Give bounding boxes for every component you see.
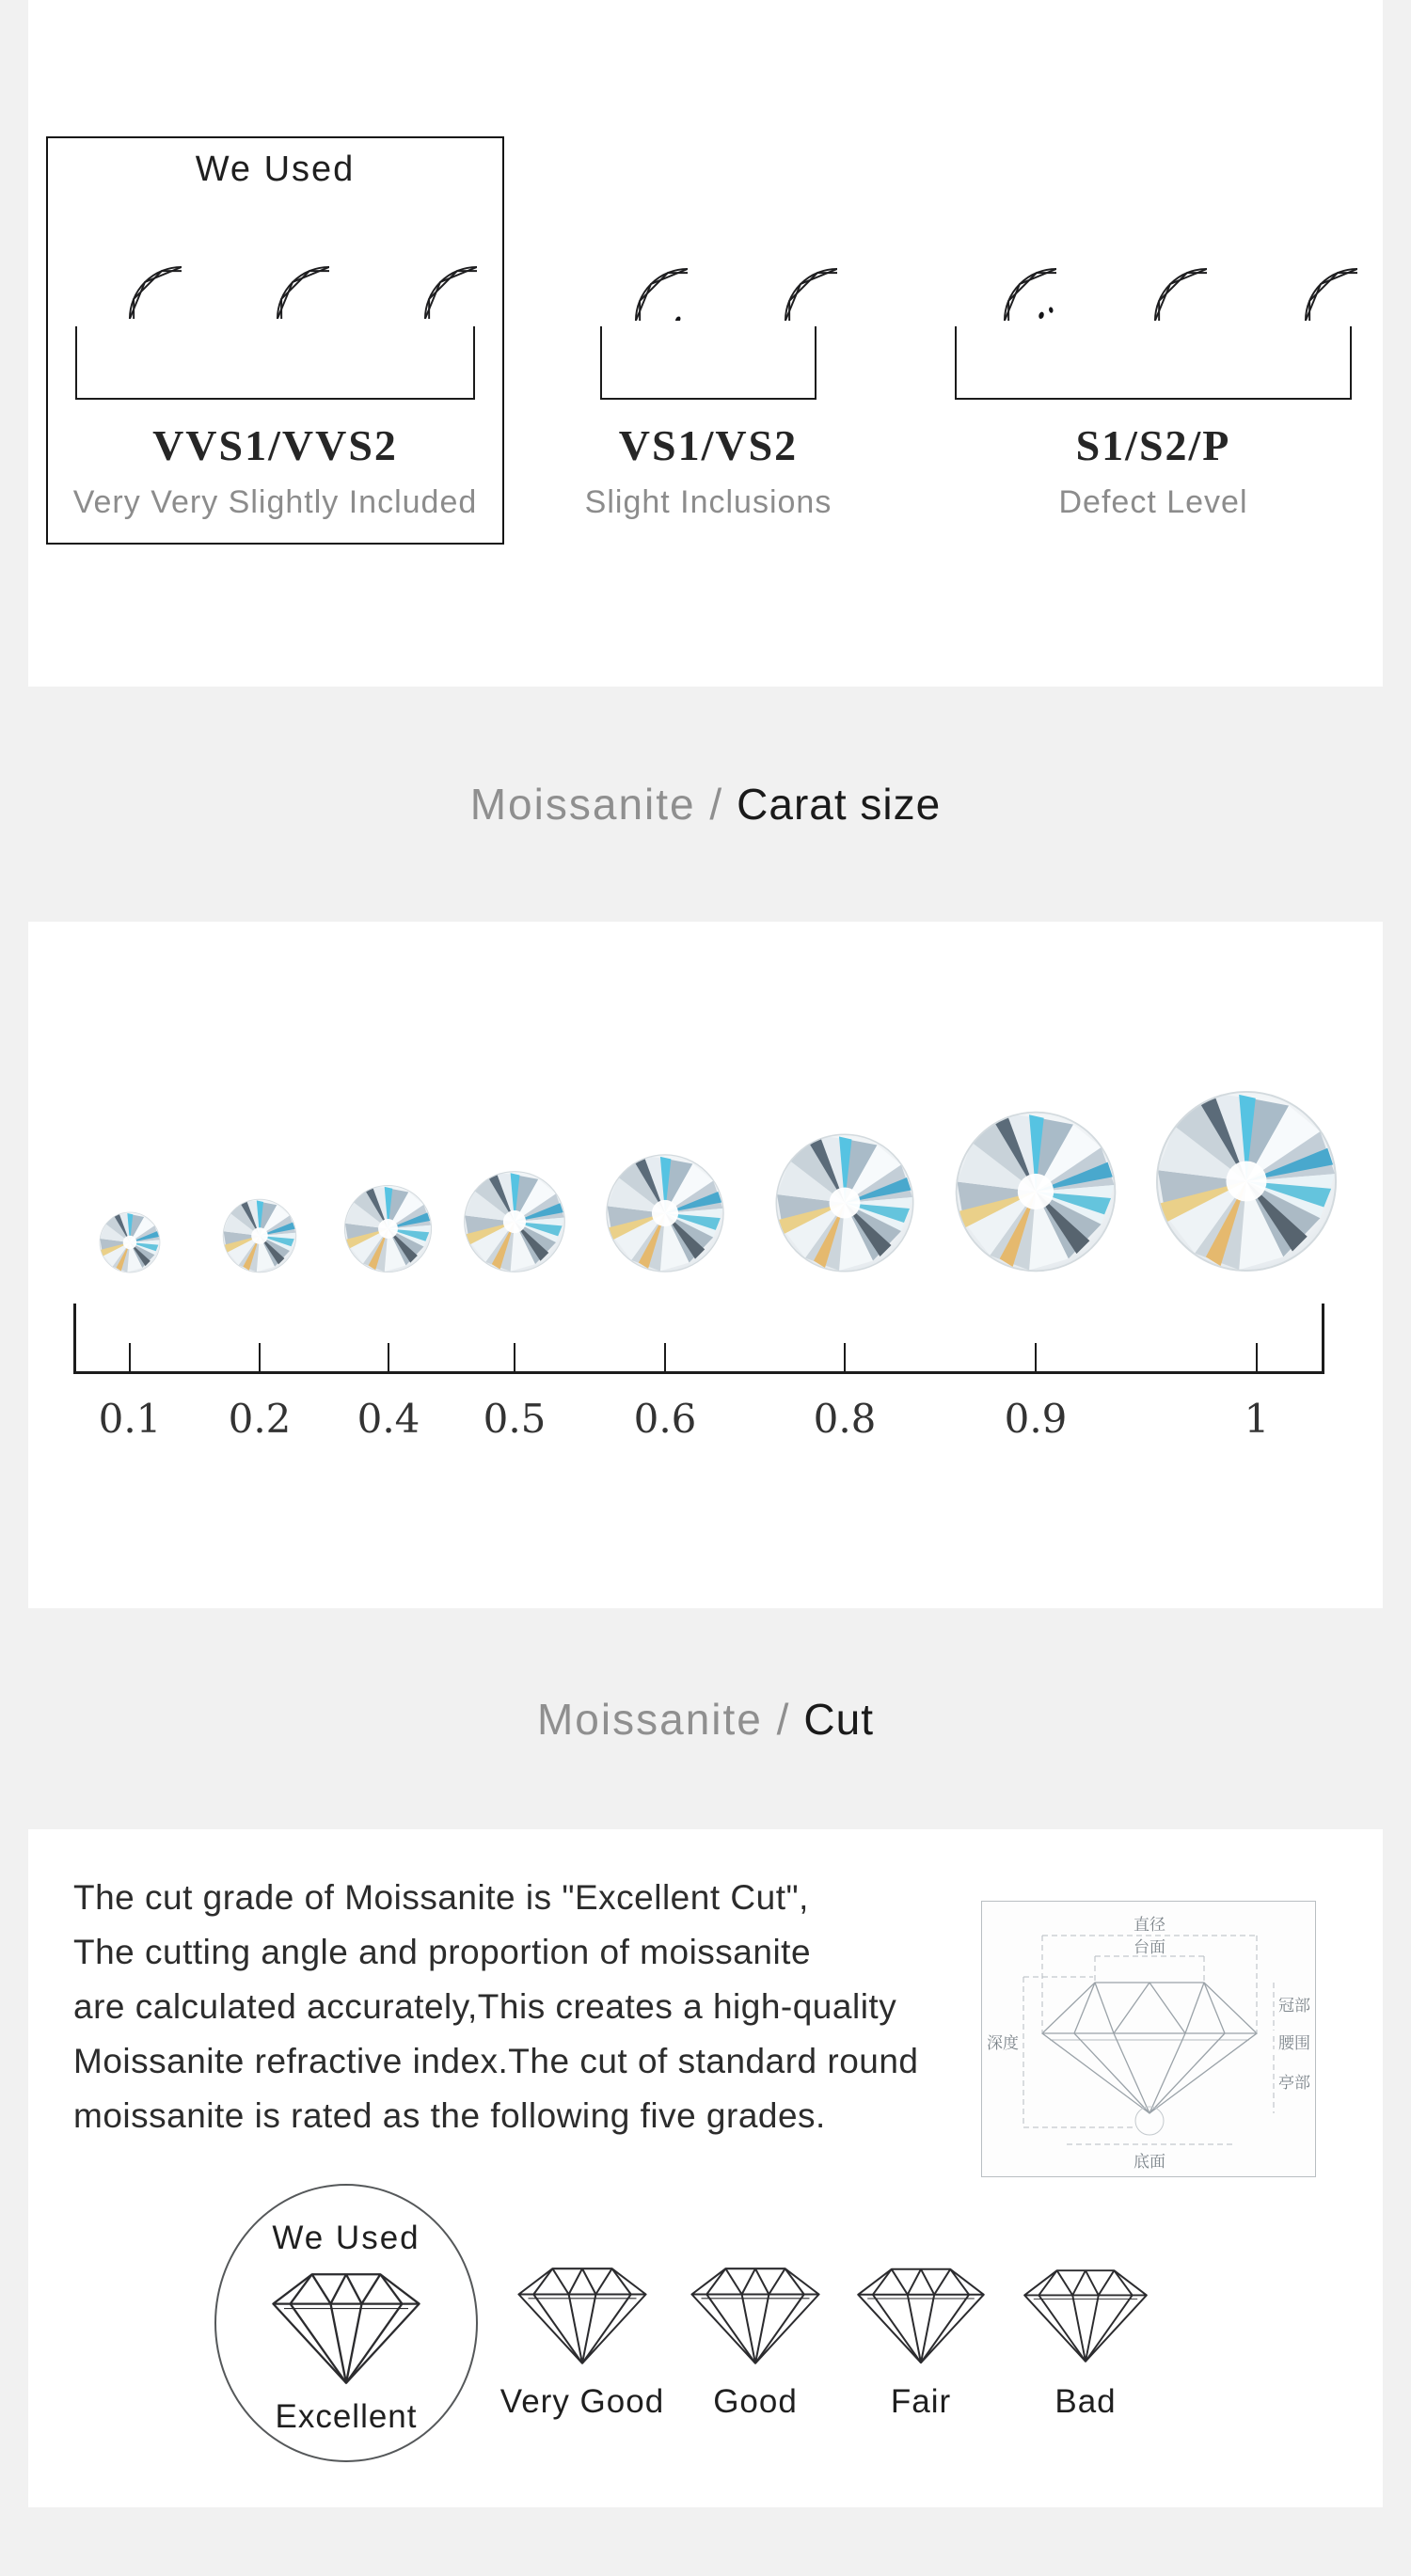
ruler-tick [259,1343,261,1374]
diagram-label-pavilion: 亭部 [1278,2074,1310,2093]
diamond-side-icon [265,2267,427,2391]
clarity-description: Slight Inclusions [584,484,832,520]
diamond-top-vs-icon [580,213,688,321]
section-title-cut: Cut [803,1694,875,1744]
diamond-top-icon [370,212,477,319]
we-used-label: We Used [195,150,356,189]
diamond-top-vs-icon [730,213,837,321]
gem-image-0.4 [343,1184,433,1273]
diamond-top-s-icon [949,213,1056,321]
carat-value: 0.1 [98,1396,162,1442]
section-title-prefix: Moissanite / [469,780,724,829]
cut-paragraph [73,1871,919,2143]
cut-section [28,1829,1383,2507]
diagram-label-girdle: 腰围 [1278,2034,1310,2053]
carat-value: 0.4 [357,1396,420,1442]
diagram-label-diameter: 直径 [1134,1916,1165,1935]
gem-image-0.2 [222,1198,297,1273]
diamond-side-icon [512,2262,653,2370]
ruler-tick [1256,1343,1258,1374]
cut-grade-item-bad [987,2262,1184,2421]
clarity-grade: VVS1/VVS2 [152,421,398,469]
carat-value: 0.9 [1004,1396,1068,1442]
cut-grade-label: Fair [890,2383,952,2420]
ruler-tick [129,1343,131,1374]
ruler-end-tick-left [73,1304,76,1374]
diamond-side-icon [687,2262,824,2370]
carat-value: 0.8 [813,1396,877,1442]
clarity-group-vvs-box [46,136,504,545]
diamond-top-icon [222,212,329,319]
clarity-grade: VS1/VS2 [618,421,799,469]
diamond-top-s-icon [1100,213,1207,321]
carat-value: 0.5 [483,1396,547,1442]
gem-image-1.0 [1154,1089,1339,1273]
gem-image-0.8 [774,1132,915,1273]
carat-title-band [0,687,1411,922]
paragraph-line: Moissanite refractive index.The cut of standard round [73,2042,919,2080]
diagram-label-crown: 冠部 [1278,1997,1310,2015]
we-used-label: We Used [272,2220,420,2256]
group-bracket [75,326,475,400]
carat-value: 1 [1244,1396,1270,1442]
ruler-tick [1035,1343,1037,1374]
carat-value: 0.6 [633,1396,697,1442]
cut-title-band [0,1608,1411,1829]
cut-proportion-diagram [982,1902,1315,2176]
section-title-carat: Carat size [737,780,942,829]
paragraph-line: are calculated accurately,This creates a high-quality [73,1987,897,2026]
diagram-label-depth: 深度 [987,2034,1019,2053]
paragraph-line: moissanite is rated as the following five grades. [73,2096,826,2135]
diamond-top-s-icon [1250,213,1357,321]
ruler-tick [844,1343,846,1374]
paragraph-line: The cut grade of Moissanite is "Excellent Cut", [73,1878,809,1917]
excellent-cut-badge [214,2184,478,2462]
ruler-end-tick-right [1322,1304,1324,1374]
section-title-prefix: Moissanite / [536,1694,791,1744]
diamond-side-icon [1021,2262,1150,2370]
gem-image-0.5 [463,1170,566,1273]
clarity-group-vs [551,213,865,552]
diagram-label-culet: 底面 [1134,2153,1165,2172]
clarity-group-s [946,213,1360,552]
ruler-tick [664,1343,666,1374]
gem-image-0.6 [605,1153,725,1273]
paragraph-line: The cutting angle and proportion of moissanite [73,1933,812,1971]
diamond-top-icon [74,212,182,319]
clarity-grade: S1/S2/P [1075,421,1231,469]
cut-grade-item-very-good [484,2262,681,2421]
clarity-section [28,0,1383,687]
cut-grade-label: Bad [1054,2383,1117,2420]
cut-grade-label: Good [713,2383,798,2420]
cut-grade-label: Very Good [499,2383,665,2420]
cut-diagram-box [981,1901,1316,2177]
footer-band [0,2507,1411,2576]
clarity-stones-vvs [48,212,502,319]
clarity-stones-vs [551,213,865,321]
clarity-description: Very Very Slightly Included [72,484,478,520]
gem-image-0.9 [954,1110,1118,1273]
clarity-description: Defect Level [1058,484,1248,520]
diagram-label-table: 台面 [1134,1938,1165,1957]
ruler-tick [514,1343,515,1374]
group-bracket [600,326,816,400]
ruler-tick [388,1343,389,1374]
diamond-side-icon [854,2262,988,2370]
cut-grade-label-excellent: Excellent [275,2398,418,2435]
group-bracket [955,326,1352,400]
ruler-baseline [73,1371,1324,1374]
gem-image-0.1 [99,1211,161,1273]
carat-section [28,922,1383,1608]
clarity-stones-s [946,213,1360,321]
carat-value: 0.2 [228,1396,292,1442]
